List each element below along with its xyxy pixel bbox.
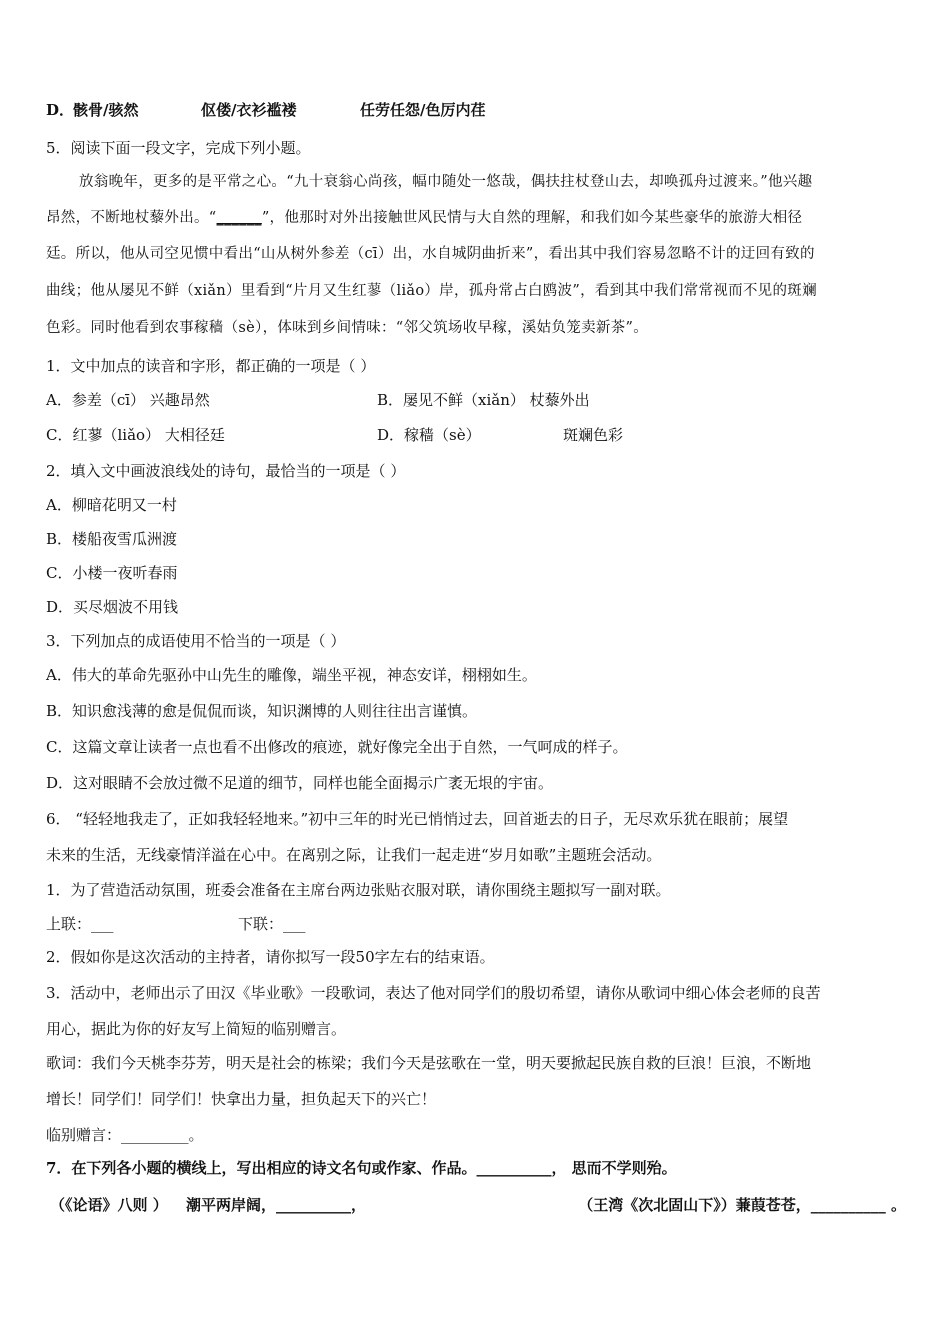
q6-sub3-line-2: 用心，据此为你的好友写上简短的临别赠言。 (46, 1020, 347, 1038)
q5-sub3-option-b: B．知识愈浅薄的愈是侃侃而谈，知识渊博的人则往往出言谨慎。 (46, 702, 478, 720)
option-d-label: D． (46, 101, 75, 119)
q5-sub1-option-d: D．稼穑（sè） (377, 426, 481, 444)
lyrics-line-2: 增长！同学们！同学们！快拿出力量，担负起天下的兴亡！ (46, 1090, 437, 1108)
source-analects: （《论语》八则 ） (50, 1196, 168, 1214)
farewell-row (46, 1125, 906, 1145)
q5-sub2-option-b: B．楼船夜雪瓜洲渡 (46, 530, 178, 548)
question-7-line-1 (46, 1158, 906, 1178)
q5-sub2-option-d: D．买尽烟波不用钱 (46, 598, 179, 616)
question-6-stem-line-1: 6． “轻轻地我走了，正如我轻轻地来。”初中三年的时光已悄悄过去，回首逝去的日子，无尽欢乐犹在眼前；展望 (46, 810, 789, 828)
line-chaoping: 潮平两岸阔， (186, 1196, 277, 1214)
q5-sub3-stem: 3．下列加点的成语使用不恰当的一项是（ ） (46, 632, 346, 650)
q6-sub3-line-1: 3．活动中，老师出示了田汉《毕业歌》一段歌词，表达了他对同学们的殷切希望，请你从歌词中细心体会老师的良苦 (46, 984, 821, 1002)
lyrics-line-1: 歌词：我们今天桃李芬芳，明天是社会的栋梁；我们今天是弦歌在一堂，明天要掀起民族自救的巨浪！巨浪，不断地 (46, 1054, 812, 1072)
question-7-blank-2: __________ (276, 1196, 352, 1214)
source-wang-wan: （王湾《次北固山下》）蒹葭苍苍， (578, 1196, 811, 1214)
q5-sub2-option-c: C．小楼一夜听春雨 (46, 564, 178, 582)
passage-line-2 (46, 208, 906, 228)
q5-sub1-option-b: B．屡见不鲜（xiǎn） 杖藜外出 (377, 391, 590, 409)
question-7-line-1-end: ， 思而不学则殆。 (551, 1159, 677, 1177)
passage-wavy-blank: ______ (216, 209, 262, 226)
q5-sub3-option-c: C．这篇文章让读者一点也看不出修改的痕迹，就好像完全出于自然，一气呵成的样子。 (46, 738, 628, 756)
q6-sub1: 1．为了营造活动氛围，班委会准备在主席台两边张贴衣服对联，请你围绕主题拟写一副对联。 (46, 881, 671, 899)
q5-sub3-option-d: D．这对眼睛不会放过微不足道的细节，同样也能全面揭示广袤无垠的宇宙。 (46, 774, 554, 792)
q5-sub1-option-d-word: 斑斓色彩 (563, 426, 624, 444)
lower-couplet-blank: ___ (283, 915, 306, 933)
passage-line-4: 曲线；他从屡见不鲜（xiǎn）里看到“片月又生红蓼（liǎo）岸，孤舟常占白鸥波”，看到其中我们常常视而不见的斑斓 (46, 283, 817, 299)
question-7-blank-3: __________ (810, 1196, 886, 1214)
q5-sub1-option-a: A．参差（cī） 兴趣昂然 (46, 391, 210, 409)
farewell-end: 。 (188, 1126, 204, 1144)
question-5-stem: 5．阅读下面一段文字，完成下列小题。 (46, 139, 311, 157)
upper-couplet-blank: ___ (91, 915, 114, 933)
question-6-stem-line-2: 未来的生活，无线豪情洋溢在心中。在离别之际，让我们一起走进“岁月如歌”主题班会活动。 (46, 846, 662, 864)
option-d-part-b: 伛偻/衣衫褴褛 (201, 101, 297, 119)
lower-couplet (238, 914, 306, 934)
q5-sub3-option-a: A．伟大的革命先驱孙中山先生的雕像，端坐平视，神态安详，栩栩如生。 (46, 666, 537, 684)
question-7-stem: 7．在下列各小题的横线上，写出相应的诗文名句或作家、作品。 (46, 1159, 477, 1177)
question-7-comma: ， (351, 1196, 367, 1214)
farewell-label: 临别赠言： (46, 1126, 122, 1144)
upper-couplet (46, 914, 114, 934)
question-7-blank-1: __________ (476, 1159, 552, 1177)
q5-sub1-stem: 1．文中加点的读音和字形，都正确的一项是（ ） (46, 357, 376, 375)
farewell-blank: _________ (121, 1126, 189, 1144)
q6-sub2: 2．假如你是这次活动的主持者，请你拟写一段50字左右的结束语。 (46, 948, 495, 966)
question-7-line-2-middle (186, 1195, 366, 1215)
passage-line-2-end: ”，他那时对外出接触世风民情与大自然的理解，和我们如今某些豪华的旅游大相径 (261, 210, 803, 226)
upper-couplet-label: 上联： (46, 915, 92, 933)
q5-sub2-stem: 2．填入文中画波浪线处的诗句，最恰当的一项是（ ） (46, 462, 406, 480)
question-7-line-2-right (578, 1195, 906, 1215)
q5-sub1-option-c: C．红蓼（liǎo） 大相径廷 (46, 426, 225, 444)
q5-sub2-option-a: A．柳暗花明又一村 (46, 496, 177, 514)
lower-couplet-label: 下联： (238, 915, 284, 933)
passage-line-3: 廷。所以，他从司空见惯中看出“山从树外参差（cī）出，水自城阴曲折来”，看出其中我们容易忽略不计的迂回有致的 (46, 246, 815, 262)
passage-line-1: 放翁晚年，更多的是平常之心。“九十衰翁心尚孩，幅巾随处一悠哉，偶扶拄杖登山去，却唤孤舟过渡来。”他兴趣 (79, 174, 813, 190)
passage-line-2-start: 昂然，不断地杖藜外出。“ (46, 210, 217, 226)
option-d-part-a: 骸骨/骇然 (73, 101, 139, 119)
passage-line-5: 色彩。同时他看到农事稼穑（sè），体味到乡间情味：“邻父筑场收早稼，溪姑负笼卖新茶”。 (46, 320, 648, 336)
option-d-part-c: 任劳任怨/色厉内荏 (360, 101, 486, 119)
question-7-line-2-end: 。 (885, 1196, 906, 1214)
